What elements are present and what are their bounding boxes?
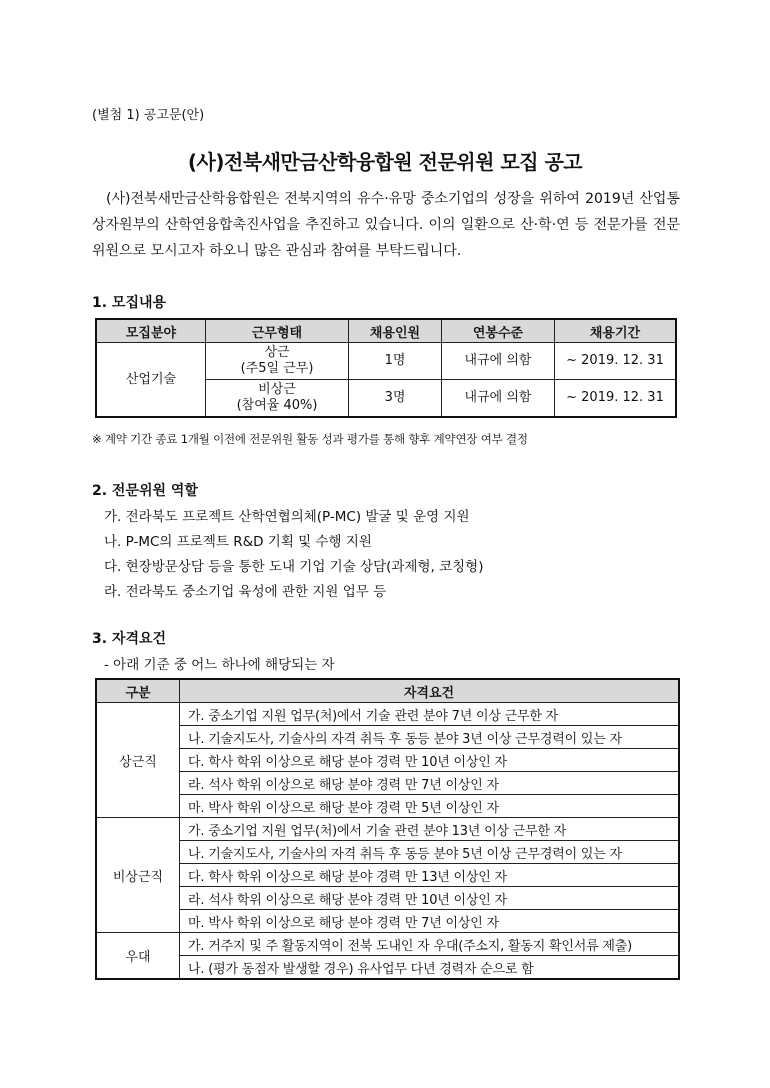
table-row xyxy=(96,933,679,956)
recruitment-table xyxy=(95,318,677,418)
period-cell: ~ 2019. 12. 31 xyxy=(555,343,677,380)
col-header: 채용기간 xyxy=(555,319,677,343)
work-type-cell xyxy=(206,343,349,380)
table-row xyxy=(96,772,679,795)
requirement-cell: 다. 학사 학위 이상으로 해당 분야 경력 만 10년 이상인 자 xyxy=(180,749,680,772)
work-type-detail: (주5일 근무) xyxy=(240,361,314,376)
period-cell: ~ 2019. 12. 31 xyxy=(555,380,677,418)
table-row xyxy=(96,726,679,749)
requirement-cell: 나. 기술지도사, 기술사의 자격 취득 후 동등 분야 5년 이상 근무경력이 있는 자 xyxy=(180,841,680,864)
salary-cell: 내규에 의함 xyxy=(442,343,555,380)
intro-paragraph xyxy=(92,186,680,264)
requirement-cell: 다. 학사 학위 이상으로 해당 분야 경력 만 13년 이상인 자 xyxy=(180,864,680,887)
col-header: 구분 xyxy=(96,679,180,703)
col-header: 연봉수준 xyxy=(442,319,555,343)
table-row xyxy=(96,887,679,910)
col-header: 근무형태 xyxy=(206,319,349,343)
section3-heading: 3. 자격요건 xyxy=(92,631,167,647)
col-header: 자격요건 xyxy=(180,679,680,703)
section1-heading: 1. 모집내용 xyxy=(92,295,167,311)
requirement-cell: 라. 석사 학위 이상으로 해당 분야 경력 만 7년 이상인 자 xyxy=(180,772,680,795)
category-cell: 우대 xyxy=(96,933,180,980)
salary-cell: 내규에 의함 xyxy=(442,380,555,418)
col-header: 채용인원 xyxy=(349,319,442,343)
table-header-row xyxy=(96,679,679,703)
table-row xyxy=(96,703,679,726)
section2-heading: 2. 전문위원 역할 xyxy=(92,483,198,499)
table-row xyxy=(96,795,679,818)
table-header-row xyxy=(96,319,676,343)
field-cell: 산업기술 xyxy=(96,343,206,418)
table-row xyxy=(96,343,676,380)
page-title: (사)전북새만금산학융합원 전문위원 모집 공고 xyxy=(187,150,583,174)
requirement-cell: 마. 박사 학위 이상으로 해당 분야 경력 만 5년 이상인 자 xyxy=(180,795,680,818)
requirement-cell: 마. 박사 학위 이상으로 해당 분야 경력 만 7년 이상인 자 xyxy=(180,910,680,933)
role-item: 다. 현장방문상담 등을 통한 도내 기업 기술 상담(과제형, 코칭형) xyxy=(104,559,484,575)
requirement-cell: 가. 중소기업 지원 업무(처)에서 기술 관련 분야 13년 이상 근무한 자 xyxy=(180,818,680,841)
work-type-detail: (참여율 40%) xyxy=(236,398,318,413)
work-type-cell xyxy=(206,380,349,418)
table-row xyxy=(96,818,679,841)
role-item: 가. 전라북도 프로젝트 산학연협의체(P-MC) 발굴 및 운영 지원 xyxy=(104,509,470,525)
requirement-cell: 가. 거주지 및 주 활동지역이 전북 도내인 자 우대(주소지, 활동지 확인서류 제출) xyxy=(180,933,680,956)
role-item: 나. P-MC의 프로젝트 R&D 기획 및 수행 지원 xyxy=(104,534,372,550)
table-row xyxy=(96,910,679,933)
contract-footnote: ※ 계약 기간 종료 1개월 이전에 전문위원 활동 성과 평가를 통해 향후 계약연장 여부 결정 xyxy=(92,432,528,446)
role-item: 라. 전라북도 중소기업 육성에 관한 지원 업무 등 xyxy=(104,584,387,600)
table-row xyxy=(96,864,679,887)
work-type-main: 상근 xyxy=(264,345,290,360)
attachment-label: (별첨 1) 공고문(안) xyxy=(92,108,205,123)
table-row xyxy=(96,956,679,980)
work-type-main: 비상근 xyxy=(258,382,296,397)
qualification-table xyxy=(95,678,680,980)
count-cell: 3명 xyxy=(349,380,442,418)
requirement-cell: 라. 석사 학위 이상으로 해당 분야 경력 만 10년 이상인 자 xyxy=(180,887,680,910)
requirement-cell: 가. 중소기업 지원 업무(처)에서 기술 관련 분야 7년 이상 근무한 자 xyxy=(180,703,680,726)
requirement-cell: 나. (평가 동점자 발생할 경우) 유사업무 다년 경력자 순으로 함 xyxy=(180,956,680,980)
category-cell: 비상근직 xyxy=(96,818,180,933)
qualification-subline: - 아래 기준 중 어느 하나에 해당되는 자 xyxy=(104,657,335,673)
count-cell: 1명 xyxy=(349,343,442,380)
col-header: 모집분야 xyxy=(96,319,206,343)
requirement-cell: 나. 기술지도사, 기술사의 자격 취득 후 동등 분야 3년 이상 근무경력이 있는 자 xyxy=(180,726,680,749)
table-row xyxy=(96,841,679,864)
table-row xyxy=(96,749,679,772)
intro-text: (사)전북새만금산학융합원은 전북지역의 유수·유망 중소기업의 성장을 위하여 2019년 산업통상자원부의 산학연융합촉진사업을 추진하고 있습니다. 이의 일환으로 산·학·연 등 전문가를 전문위원으로 모시고자 하오니 많은 관심과 참여를 부탁드립니다. xyxy=(92,191,680,259)
category-cell: 상근직 xyxy=(96,703,180,818)
